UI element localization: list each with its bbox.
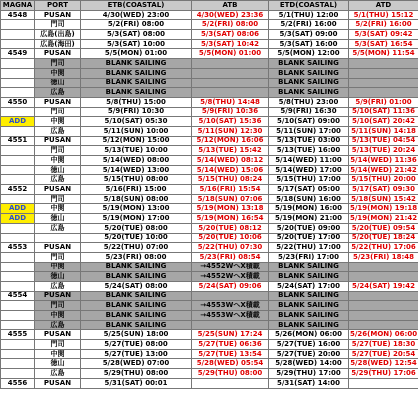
port-cell: 広島 — [35, 175, 81, 185]
etb-cell: BLANK SAILING — [81, 88, 192, 98]
atd-cell: 5/13(TUE) 04:54 — [349, 136, 418, 146]
port-cell: PUSAN — [35, 10, 81, 20]
port-cell: 広島 — [35, 88, 81, 98]
etb-cell: 5/9(FRI) 10:30 — [81, 107, 192, 117]
header-port: PORT — [35, 1, 81, 11]
port-cell: 広島(海田) — [35, 39, 81, 49]
magna-cell — [1, 194, 35, 204]
etb-cell: BLANK SAILING — [81, 291, 192, 301]
atd-cell: 5/26(MON) 06:00 — [350, 330, 418, 339]
table-row — [1, 49, 418, 59]
atb-cell: 5/2(FRI) 08:00 — [192, 20, 269, 30]
magna-cell: 4553 — [1, 243, 35, 253]
header-row — [1, 1, 418, 11]
table-row — [1, 126, 418, 136]
etb-cell: 5/28(WED) 07:00 — [81, 359, 192, 369]
table-row — [1, 369, 418, 379]
etb-cell: 5/3(SAT) 08:00 — [81, 30, 192, 40]
etb-cell: 5/8(THU) 15:00 — [81, 97, 192, 107]
etd-cell: 5/19(MON) 16:00 — [269, 204, 349, 214]
magna-cell — [1, 223, 35, 233]
etb-cell: 5/24(SAT) 08:00 — [81, 281, 192, 291]
magna-cell — [1, 146, 35, 156]
atd-cell — [349, 68, 418, 78]
header-atb: ATB — [192, 1, 269, 11]
port-cell: 中関 — [35, 349, 81, 359]
atd-cell: 5/9(FRI) 01:00 — [349, 97, 418, 107]
table-row — [1, 165, 418, 175]
etb-cell: 5/5(MON) 01:00 — [81, 49, 192, 59]
etb-cell: BLANK SAILING — [81, 68, 192, 78]
etd-cell: BLANK SAILING — [269, 272, 349, 282]
etb-cell: BLANK SAILING — [81, 59, 192, 69]
etb-cell: 5/13(TUE) 10:00 — [81, 146, 192, 156]
magna-cell — [1, 107, 35, 117]
atb-cell — [192, 68, 269, 78]
table-row — [1, 281, 418, 291]
table-row — [1, 146, 418, 156]
port-cell: PUSAN — [35, 185, 81, 195]
etb-cell: 5/19(MON) 13:00 — [81, 204, 192, 214]
magna-cell — [1, 156, 35, 166]
port-cell: PUSAN — [35, 378, 81, 388]
etb-cell: 5/15(THU) 08:00 — [81, 175, 192, 185]
table-row — [1, 59, 418, 69]
port-cell: 門司 — [35, 20, 81, 30]
magna-cell — [1, 311, 35, 321]
etd-cell: BLANK SAILING — [269, 68, 349, 78]
magna-cell — [1, 39, 35, 49]
port-cell: 中関 — [35, 117, 81, 127]
atd-cell — [349, 78, 418, 88]
atb-cell — [192, 78, 269, 88]
port-cell — [35, 233, 81, 243]
port-cell: 広島 — [35, 223, 81, 233]
atb-cell: 5/16(FRI) 15:54 — [192, 185, 269, 195]
port-cell: 門司 — [35, 59, 81, 69]
atb-cell: 5/20(TUE) 08:12 — [192, 223, 269, 233]
magna-cell — [1, 272, 35, 282]
table-row — [1, 243, 418, 253]
port-cell: 中関 — [35, 262, 81, 272]
magna-cell — [1, 340, 35, 350]
magna-cell — [1, 369, 35, 379]
table-row — [1, 136, 418, 146]
port-cell: PUSAN — [35, 330, 81, 340]
atb-cell: 5/20(TUE) 10:06 — [192, 233, 269, 243]
port-cell: PUSAN — [35, 97, 81, 107]
etd-cell: 5/19(MON) 21:00 — [269, 214, 349, 224]
atd-cell: 5/14(WED) 21:42 — [350, 165, 417, 174]
atb-cell — [192, 59, 269, 69]
atd-cell: 5/2(FRI) 16:00 — [349, 20, 418, 30]
magna-cell — [1, 126, 35, 136]
table-row — [1, 272, 418, 282]
table-row — [1, 204, 418, 214]
atd-cell: 5/27(TUE) 20:54 — [349, 349, 418, 359]
etd-cell: 5/5(MON) 12:00 — [269, 49, 349, 59]
atb-cell: 5/8(THU) 14:48 — [192, 97, 269, 107]
etd-cell: 5/3(SAT) 09:00 — [269, 30, 349, 40]
atd-cell: 5/1(THU) 15:12 — [349, 10, 418, 20]
atb-cell: 5/14(WED) 08:12 — [192, 156, 269, 166]
port-cell: 門司 — [35, 301, 81, 311]
etd-cell: 5/20(TUE) 17:00 — [269, 233, 349, 243]
table-row — [1, 88, 418, 98]
magna-cell — [1, 233, 35, 243]
atd-cell: 5/24(SAT) 19:42 — [349, 281, 418, 291]
table-row — [1, 359, 418, 369]
atb-cell: 5/27(TUE) 06:36 — [192, 340, 269, 350]
magna-cell: 4555 — [1, 330, 35, 340]
atd-cell: 5/3(SAT) 09:42 — [349, 30, 418, 40]
magna-cell — [1, 59, 35, 69]
table-row — [1, 107, 418, 117]
atb-cell: 5/24(SAT) 09:06 — [192, 281, 269, 291]
port-cell: 中関 — [35, 156, 81, 166]
etd-cell: 5/15(THU) 17:00 — [269, 175, 349, 185]
etd-cell: 5/27(TUE) 20:00 — [269, 349, 349, 359]
port-cell: 中関 — [35, 311, 81, 321]
etb-cell: 5/20(TUE) 08:00 — [81, 223, 192, 233]
atd-cell: 5/20(TUE) 18:24 — [349, 233, 418, 243]
port-cell: 広島(出島) — [35, 30, 81, 40]
etd-cell: 5/29(THU) 17:00 — [269, 369, 349, 379]
etd-cell: BLANK SAILING — [269, 262, 349, 272]
atd-cell: 5/22(THU) 17:06 — [349, 243, 418, 253]
port-cell: PUSAN — [35, 243, 81, 253]
atd-cell: 5/11(SUN) 14:18 — [349, 126, 418, 136]
table-row — [1, 78, 418, 88]
header-etd: ETD(COASTAL) — [269, 1, 349, 11]
atd-cell — [349, 59, 418, 69]
atb-cell: →4552WへX積載 — [192, 262, 269, 272]
atb-cell: 5/5(MON) 01:00 — [192, 49, 269, 59]
atb-cell: 5/12(MON) 16:06 — [192, 136, 269, 146]
table-row — [1, 330, 418, 340]
port-cell: 徳山 — [35, 165, 81, 175]
atd-cell: 5/5(MON) 11:54 — [349, 49, 418, 59]
etb-cell: 5/10(SAT) 05:30 — [81, 117, 192, 127]
atd-cell: 5/10(SAT) 11:36 — [349, 107, 418, 117]
atd-cell: 5/15(THU) 20:00 — [349, 175, 418, 185]
etb-cell: BLANK SAILING — [81, 272, 192, 282]
etb-cell: 5/20(TUE) 10:00 — [81, 233, 192, 243]
atb-cell: 5/29(THU) 08:00 — [192, 369, 269, 379]
port-cell: 門司 — [35, 146, 81, 156]
etd-cell: 5/14(WED) 17:00 — [269, 165, 349, 175]
etb-cell: 5/3(SAT) 10:00 — [81, 39, 192, 49]
table-row — [1, 262, 418, 272]
atd-cell: 5/29(THU) 17:06 — [349, 369, 418, 379]
etd-cell: 5/1(THU) 12:00 — [269, 10, 349, 20]
table-row — [1, 20, 418, 30]
atd-cell — [349, 88, 418, 98]
magna-cell — [1, 175, 35, 185]
table-row — [1, 97, 418, 107]
atb-cell: 5/28(WED) 05:54 — [192, 359, 269, 369]
atd-cell — [349, 311, 418, 321]
table-row — [1, 117, 418, 127]
magna-cell — [1, 252, 35, 262]
magna-cell — [1, 78, 35, 88]
port-cell: PUSAN — [35, 49, 81, 59]
etd-cell: 5/13(TUE) 16:00 — [269, 146, 349, 156]
etb-cell: 5/2(FRI) 08:00 — [81, 20, 192, 30]
port-cell: 門司 — [35, 194, 81, 204]
atd-cell — [349, 291, 418, 301]
header-magna: MAGNA — [1, 1, 35, 11]
atb-cell: 5/11(SUN) 12:30 — [192, 126, 269, 136]
magna-cell — [1, 301, 35, 311]
etd-cell: BLANK SAILING — [269, 78, 349, 88]
atd-cell: 5/3(SAT) 16:54 — [349, 39, 418, 49]
etb-cell: 5/11(SUN) 10:00 — [81, 126, 192, 136]
header-atd: ATD — [349, 1, 418, 11]
port-cell: 広島 — [35, 320, 81, 330]
atd-cell — [349, 301, 418, 311]
atb-cell: →4552WへX積載 — [192, 272, 269, 282]
atb-cell — [192, 320, 269, 330]
table-row — [1, 185, 418, 195]
table-row — [1, 175, 418, 185]
atd-cell: 5/18(SUN) 15:42 — [349, 194, 418, 204]
etd-cell: 5/31(SAT) 14:00 — [269, 378, 349, 388]
atd-cell — [349, 262, 418, 272]
atd-cell: 5/23(FRI) 18:48 — [349, 252, 418, 262]
port-cell: 徳山 — [35, 78, 81, 88]
table-row — [1, 311, 418, 321]
atb-cell: 5/14(WED) 15:06 — [192, 165, 269, 175]
etd-cell: 5/20(TUE) 09:00 — [269, 223, 349, 233]
table-row — [1, 252, 418, 262]
atb-cell: 5/25(SUN) 17:24 — [192, 330, 269, 340]
etb-cell: 5/14(WED) 13:00 — [81, 165, 192, 175]
atb-cell: →4553WへX積載 — [192, 311, 269, 321]
etd-cell: 5/23(FRI) 17:00 — [269, 252, 349, 262]
table-row — [1, 10, 418, 20]
etb-cell: BLANK SAILING — [81, 311, 192, 321]
atb-cell: 5/10(SAT) 15:36 — [192, 117, 269, 127]
atb-cell — [192, 378, 269, 388]
etd-cell: 5/17(SAT) 05:00 — [269, 185, 349, 195]
magna-cell — [1, 88, 35, 98]
etd-cell: 5/18(SUN) 16:00 — [269, 194, 349, 204]
table-row — [1, 320, 418, 330]
atb-cell: 5/27(TUE) 13:54 — [192, 349, 269, 359]
etd-cell: 5/10(SAT) 09:00 — [269, 117, 349, 127]
atd-cell — [349, 320, 418, 330]
etb-cell: BLANK SAILING — [81, 262, 192, 272]
etd-cell: 5/11(SUN) 17:00 — [269, 126, 349, 136]
etb-cell: 5/23(FRI) 08:00 — [81, 252, 192, 262]
atd-cell — [349, 272, 418, 282]
port-cell: 徳山 — [35, 214, 81, 224]
etb-cell: BLANK SAILING — [81, 320, 192, 330]
table-row — [1, 156, 418, 166]
etd-cell: 5/22(THU) 17:00 — [269, 243, 349, 253]
table-row — [1, 223, 418, 233]
magna-cell — [1, 281, 35, 291]
atb-cell: →4553WへX積載 — [192, 301, 269, 311]
magna-cell — [1, 30, 35, 40]
magna-cell: 4552 — [1, 185, 35, 195]
magna-cell: ADD — [1, 214, 35, 224]
etb-cell: 5/12(MON) 15:00 — [81, 136, 192, 146]
etd-cell: 5/24(SAT) 17:00 — [269, 281, 349, 291]
atd-cell — [349, 378, 418, 388]
etd-cell: 5/3(SAT) 16:00 — [269, 39, 349, 49]
etd-cell: 5/13(TUE) 03:00 — [269, 136, 349, 146]
atb-cell: 5/9(FRI) 10:36 — [192, 107, 269, 117]
magna-cell: 4554 — [1, 291, 35, 301]
atb-cell: 5/3(SAT) 08:06 — [192, 30, 269, 40]
atd-cell: 5/20(TUE) 09:54 — [349, 223, 418, 233]
atd-cell: 5/13(TUE) 20:24 — [349, 146, 418, 156]
atb-cell: 5/18(SUN) 07:06 — [192, 194, 269, 204]
magna-cell — [1, 165, 35, 175]
magna-cell: 4548 — [1, 10, 35, 20]
table-row — [1, 68, 418, 78]
port-cell: 広島 — [35, 369, 81, 379]
table-row — [1, 301, 418, 311]
table-row — [1, 30, 418, 40]
etb-cell: 5/27(TUE) 13:00 — [81, 349, 192, 359]
port-cell: 徳山 — [35, 272, 81, 282]
table-row — [1, 214, 418, 224]
etd-cell: 5/27(TUE) 16:00 — [269, 340, 349, 350]
atb-cell — [192, 88, 269, 98]
atd-cell: 5/17(SAT) 09:30 — [349, 185, 418, 195]
etb-cell: 5/31(SAT) 00:01 — [81, 378, 192, 388]
etd-cell: BLANK SAILING — [269, 59, 349, 69]
table-row — [1, 378, 418, 388]
magna-cell — [1, 20, 35, 30]
etb-cell: 5/16(FRI) 15:00 — [81, 185, 192, 195]
port-cell: 門司 — [35, 252, 81, 262]
magna-cell: 4551 — [1, 136, 35, 146]
atb-cell: 5/19(MON) 16:54 — [192, 214, 269, 224]
port-cell: 中関 — [35, 204, 81, 214]
atd-cell: 5/28(WED) 12:54 — [350, 359, 417, 368]
port-cell: 広島 — [35, 126, 81, 136]
etd-cell: BLANK SAILING — [269, 88, 349, 98]
port-cell: 門司 — [35, 340, 81, 350]
atb-cell: 5/15(THU) 08:24 — [192, 175, 269, 185]
etd-cell: 5/14(WED) 11:00 — [269, 156, 349, 166]
etd-cell: 5/2(FRI) 16:00 — [269, 20, 349, 30]
magna-cell — [1, 262, 35, 272]
magna-cell: 4550 — [1, 97, 35, 107]
etd-cell: BLANK SAILING — [269, 320, 349, 330]
etd-cell: BLANK SAILING — [269, 301, 349, 311]
atd-cell: 5/14(WED) 11:36 — [350, 155, 417, 164]
atd-cell: 5/10(SAT) 20:42 — [349, 117, 418, 127]
port-cell: 門司 — [35, 107, 81, 117]
port-cell: 徳山 — [35, 359, 81, 369]
etb-cell: 4/30(WED) 23:00 — [81, 10, 192, 20]
etd-cell: 5/26(MON) 06:00 — [269, 330, 349, 340]
magna-cell — [1, 349, 35, 359]
table-row — [1, 233, 418, 243]
etb-cell: BLANK SAILING — [81, 78, 192, 88]
atb-cell: 5/13(TUE) 15:42 — [192, 146, 269, 156]
port-cell: PUSAN — [35, 291, 81, 301]
etd-cell: 5/8(THU) 23:00 — [269, 97, 349, 107]
table-row — [1, 349, 418, 359]
atd-cell: 5/27(TUE) 18:30 — [349, 340, 418, 350]
magna-cell: ADD — [1, 204, 35, 214]
etd-cell: 5/9(FRI) 16:30 — [269, 107, 349, 117]
atb-cell: 5/19(MON) 13:18 — [192, 204, 269, 214]
schedule-body — [1, 10, 418, 388]
atd-cell: 5/19(MON) 21:42 — [350, 213, 418, 222]
atb-cell: 5/3(SAT) 10:42 — [192, 39, 269, 49]
port-cell: 中関 — [35, 68, 81, 78]
table-row — [1, 194, 418, 204]
table-row — [1, 340, 418, 350]
etb-cell: BLANK SAILING — [81, 301, 192, 311]
atb-cell — [192, 291, 269, 301]
etb-cell: 5/18(SUN) 08:00 — [81, 194, 192, 204]
etb-cell: 5/14(WED) 08:00 — [81, 156, 192, 166]
table-row — [1, 291, 418, 301]
header-etb: ETB(COASTAL) — [81, 1, 192, 11]
atb-cell: 4/30(WED) 23:36 — [192, 10, 269, 20]
magna-cell — [1, 359, 35, 369]
magna-cell: 4549 — [1, 49, 35, 59]
port-cell: 広島 — [35, 281, 81, 291]
atb-cell: 5/23(FRI) 08:54 — [192, 252, 269, 262]
etd-cell: BLANK SAILING — [269, 311, 349, 321]
etb-cell: 5/29(THU) 08:00 — [81, 369, 192, 379]
atb-cell: 5/22(THU) 07:30 — [192, 243, 269, 253]
port-cell: PUSAN — [35, 136, 81, 146]
magna-cell: 4556 — [1, 378, 35, 388]
magna-cell: ADD — [1, 117, 35, 127]
magna-cell — [1, 320, 35, 330]
etb-cell: 5/19(MON) 17:00 — [81, 214, 192, 224]
etb-cell: 5/25(SUN) 18:00 — [81, 330, 192, 340]
etd-cell: 5/28(WED) 14:00 — [269, 359, 349, 369]
atd-cell: 5/19(MON) 19:18 — [350, 204, 418, 213]
etd-cell: BLANK SAILING — [269, 291, 349, 301]
magna-cell — [1, 68, 35, 78]
etb-cell: 5/22(THU) 07:00 — [81, 243, 192, 253]
etb-cell: 5/27(TUE) 08:00 — [81, 340, 192, 350]
table-row — [1, 39, 418, 49]
